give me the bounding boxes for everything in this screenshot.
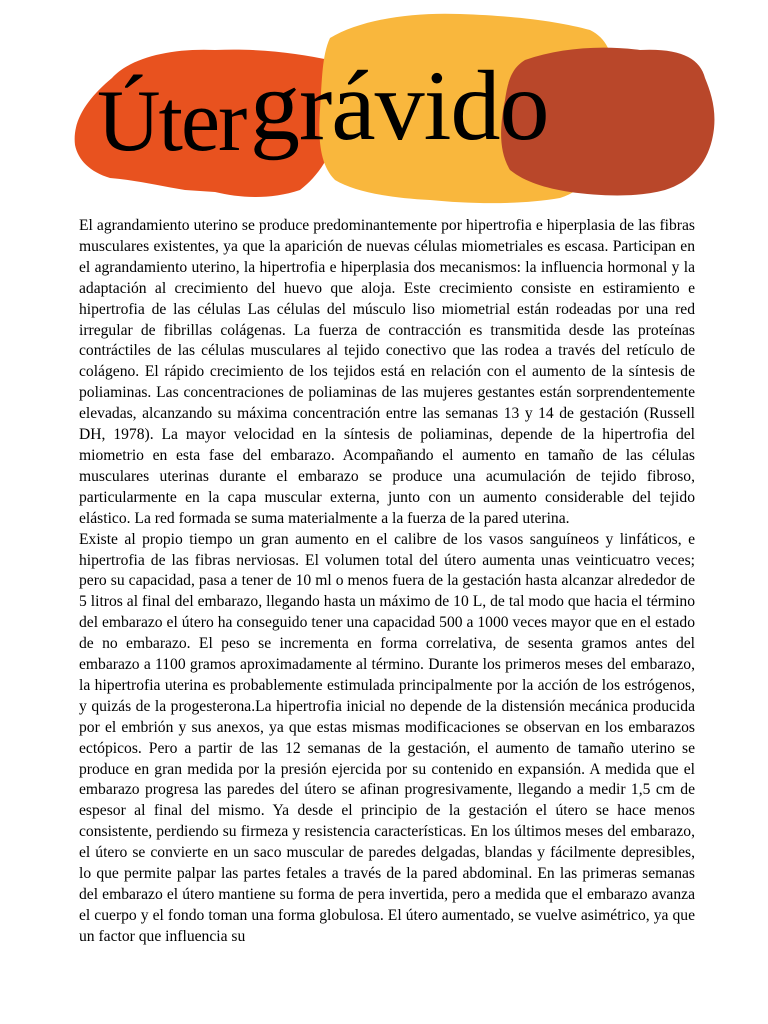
title-banner xyxy=(0,0,768,210)
title-second-word: grávido xyxy=(250,50,549,161)
paragraph-2: Existe al propio tiempo un gran aumento en el calibre de los vasos sanguíneos y linfáticos, e hipertrofia de las fibras nerviosas. El volumen total del útero aumenta unas veinticuatro veces; pero su capacidad, pasa a tener de 10 ml o menos fuera de la gestación hasta alcanzar alrededor de 5 litros al final del embarazo, llegando hasta un máximo de 10 L, de tal modo que hacia el término del embarazo el útero ha conseguido tener una capacidad 500 a 1000 veces mayor que en el estado de no embarazo. El peso se incrementa en forma correlativa, de sesenta gramos antes del embarazo a 1100 gramos aproximadamente al término. Durante los primeros meses del embarazo, la hipertrofia uterina es probablemente estimulada principalmente por la acción de los estrógenos, y quizás de la progesterona.La hipertrofia inicial no depende de la distensión mecánica producida por el embrión y sus anexos, ya que estas mismas modificaciones se observan en los embarazos ectópicos. Pero a partir de las 12 semanas de la gestación, el aumento de tamaño uterino se produce en gran medida por la presión ejercida por su contenido en expansión. A medida que el embarazo progresa las paredes del útero se afinan progresivamente, llegando a medir 1,5 cm de espesor al final del mismo. Ya desde el principio de la gestación el útero se hace menos consistente, perdiendo su firmeza y resistencia características. En los últimos meses del embarazo, el útero se convierte en un saco muscular de paredes delgadas, blandas y fácilmente depresibles, lo que permite palpar las partes fetales a través de la pared abdominal. En las primeras semanas del embarazo el útero mantiene su forma de pera invertida, pero a medida que el embarazo avanza el cuerpo y el fondo toman una forma globulosa. El útero aumentado, se vuelve asimétrico, ya que un factor que influencia su xyxy=(79,530,695,945)
document-body xyxy=(79,216,695,948)
paragraph-1: El agrandamiento uterino se produce predominantemente por hipertrofia e hiperplasia de las fibras musculares existentes, ya que la aparición de nuevas células miometriales es escasa. Participan en el agrandamiento uterino, la hipertrofia e hiperplasia dos mecanismos: la influencia hormonal y la adaptación al crecimiento del huevo que aloja. Este crecimiento consiste en estiramiento e hipertrofia de las células Las células del músculo liso miometrial están rodeadas por una red irregular de fibrillas colágenas. La fuerza de contracción es transmitida desde las proteínas contráctiles de las células musculares al tejido conectivo que las rodea a través del retículo de colágeno. El rápido crecimiento de los tejidos está en relación con el aumento de la síntesis de poliaminas. Las concentraciones de poliaminas de las mujeres gestantes están sorprendentemente elevadas, alcanzando su máxima concentración entre las semanas 13 y 14 de gestación (Russell DH, 1978). La mayor velocidad en la síntesis de poliaminas, depende de la hipertrofia del miometrio en esta fase del embarazo. Acompañando el aumento en tamaño de las células musculares uterinas durante el embarazo se produce una acumulación de tejido fibroso, particularmente en la capa muscular externa, junto con un aumento considerable del tejido elástico. La red formada se suma materialmente a la fuerza de la pared uterina. xyxy=(79,217,695,527)
title-first-word: Úter xyxy=(97,73,246,170)
